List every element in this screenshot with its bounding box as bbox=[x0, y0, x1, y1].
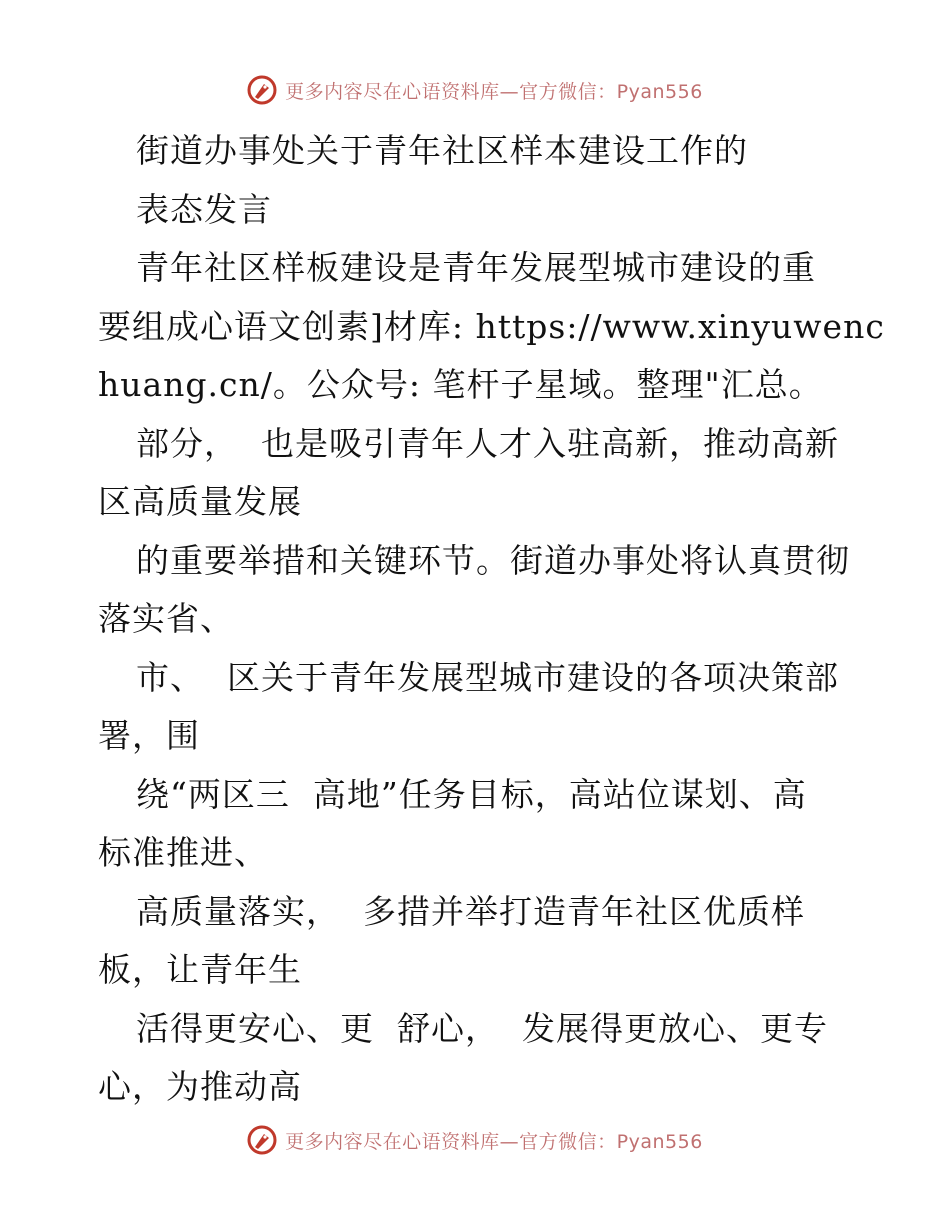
header-watermark bbox=[0, 70, 950, 110]
paragraph-line: 板，让青年生 bbox=[98, 950, 302, 989]
paragraph-line: 青年社区样板建设是青年发展型城市建设的重 bbox=[136, 248, 816, 287]
paragraph-line: 心，为推动高 bbox=[98, 1067, 302, 1106]
pen-nib-logo-icon bbox=[247, 75, 277, 105]
paragraph-line: 落实省、 bbox=[98, 599, 234, 638]
paragraph-line: 活得更安心、更 舒心， 发展得更放心、更专 bbox=[136, 1008, 828, 1048]
paragraph-line: 高质量落实， 多措并举打造青年社区优质样 bbox=[136, 891, 805, 931]
document-title-line: 街道办事处关于青年社区样本建设工作的 bbox=[136, 131, 748, 170]
paragraph-line: 部分， 也是吸引青年人才入驻高新，推动高新 bbox=[136, 423, 839, 463]
paragraph-line: 署，围 bbox=[98, 716, 200, 755]
paragraph-line: 的重要举措和关键环节。街道办事处将认真贯彻 bbox=[136, 540, 850, 580]
paragraph-line: 区高质量发展 bbox=[98, 482, 302, 521]
paragraph-line: 要组成心语文创素]材库: https://www.xinyuwenc bbox=[98, 306, 885, 346]
paragraph-line: 绕“两区三 高地”任务目标，高站位谋划、高 bbox=[136, 774, 807, 814]
footer-watermark bbox=[0, 1120, 950, 1160]
document-title-line: 表态发言 bbox=[136, 189, 272, 229]
pen-nib-logo-icon bbox=[247, 1125, 277, 1155]
watermark-text: 更多内容尽在心语资料库—官方微信：Pyan556 bbox=[285, 80, 703, 103]
paragraph-line: 市、 区关于青年发展型城市建设的各项决策部 bbox=[136, 657, 839, 697]
paragraph-line: huang.cn/。公众号: 笔杆子星域。整理"汇总。 bbox=[98, 365, 823, 404]
document-body bbox=[98, 122, 885, 1117]
watermark-text: 更多内容尽在心语资料库—官方微信：Pyan556 bbox=[285, 1130, 703, 1153]
paragraph-line: 标准推进、 bbox=[98, 833, 268, 872]
